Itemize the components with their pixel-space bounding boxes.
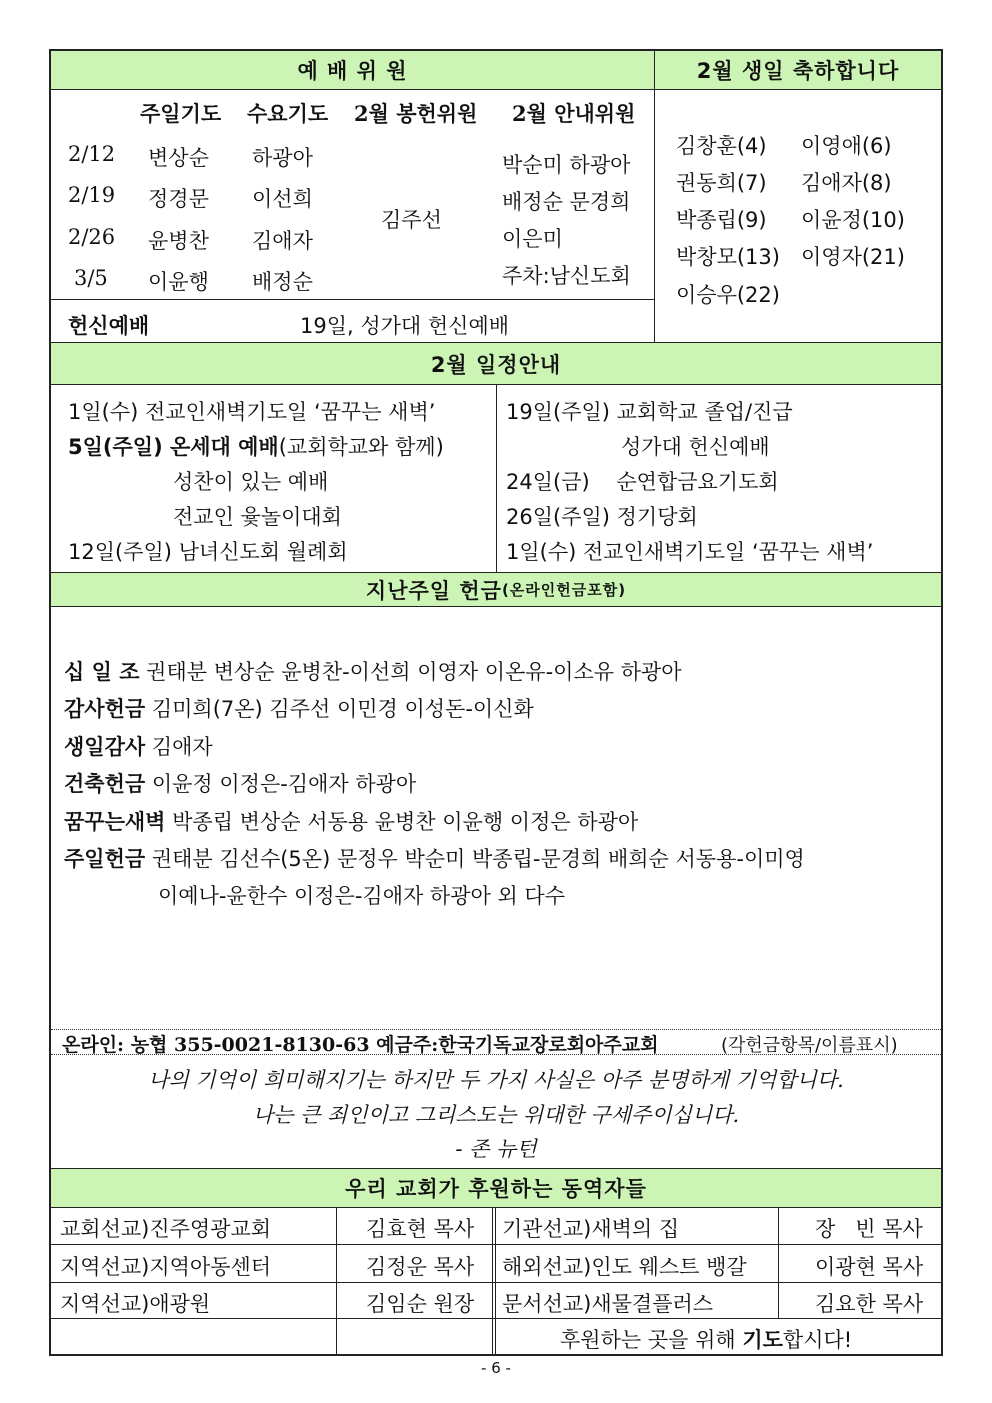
schedule-item: 전교인 윷놀이대회: [173, 505, 342, 529]
online-note: (각헌금항목/이름표시): [721, 1035, 898, 1056]
schedule-item: 19일(주일) 교회학교 졸업/진급: [506, 400, 793, 424]
worship-date: 2/12: [68, 142, 116, 166]
closing-prayer: 후원하는 곳을 위해 기도합시다!: [560, 1328, 853, 1352]
offering-line: 꿈꾸는새벽 박종립 변상순 서동용 윤병찬 이윤행 이정은 하광아: [64, 810, 639, 834]
supporter-mission: 문서선교)새물결플러스: [502, 1292, 714, 1316]
usher-line: 주차:남신도회: [502, 264, 631, 288]
schedule-item: 성찬이 있는 예배: [173, 470, 329, 494]
offering-line: 생일감사 김애자: [64, 735, 213, 759]
page-number: - 6 -: [481, 1359, 511, 1377]
sunday-prayer-name: 이윤행: [148, 270, 209, 294]
birthday-name: 이영자(21): [801, 245, 905, 269]
usher-line: 이은미: [502, 227, 563, 251]
supporter-person: 김요한 목사: [815, 1292, 924, 1316]
schedule-item: 성가대 헌신예배: [621, 435, 770, 459]
supporter-person: 이광현 목사: [815, 1255, 924, 1279]
schedule-header: 2월 일정안내: [430, 352, 562, 377]
offering-line: 감사헌금 김미희(7온) 김주선 이민경 이성돈-이신화: [64, 697, 534, 721]
wednesday-prayer-name: 배정순: [252, 270, 313, 294]
supporter-person: 김임순 원장: [366, 1292, 475, 1316]
supporter-mission: 지역선교)애광원: [60, 1292, 211, 1316]
usher-line: 배정순 문경희: [502, 190, 631, 214]
quote-line: 나의 기억이 희미해지기는 하지만 두 가지 사실은 아주 분명하게 기억합니다.: [148, 1068, 844, 1092]
worship-date: 2/26: [68, 225, 116, 249]
usher-line: 박순미 하광아: [502, 153, 631, 177]
wednesday-prayer-name: 김애자: [252, 229, 313, 253]
supporter-person: 김정운 목사: [366, 1255, 475, 1279]
supporter-mission: 지역선교)지역아동센터: [60, 1255, 272, 1279]
birthday-header: 2월 생일 축하합니다: [696, 59, 900, 83]
schedule-item: 1일(수) 전교인새벽기도일 ‘꿈꾸는 새벽’: [68, 400, 436, 424]
wednesday-prayer-name: 하광아: [252, 146, 313, 170]
col-sunday-prayer: 주일기도: [140, 101, 222, 126]
supporter-mission: 기관선교)새벽의 집: [502, 1217, 680, 1241]
supporter-mission: 해외선교)인도 웨스트 뱅갈: [502, 1255, 747, 1279]
birthday-name: 김애자(8): [801, 171, 892, 195]
birthday-name: 김창훈(4): [676, 134, 767, 158]
col-ushers: 2월 안내위원: [512, 101, 636, 126]
supporter-person: 장 빈 목사: [815, 1217, 923, 1241]
offering-line: 건축헌금 이윤정 이정은-김애자 하광아: [64, 772, 417, 796]
supporters-header: 우리 교회가 후원하는 동역자들: [345, 1177, 647, 1201]
supporter-mission: 교회선교)진주영광교회: [60, 1217, 272, 1241]
birthday-name: 이승우(22): [676, 283, 780, 307]
worship-date: 3/5: [74, 266, 108, 290]
offering-line: 주일헌금 권태분 김선수(5온) 문정우 박순미 박종립-문경희 배희순 서동용-이미영: [64, 847, 805, 871]
worship-header: 예 배 위 원: [297, 59, 408, 83]
col-offering-committee: 2월 봉헌위원: [354, 101, 478, 126]
schedule-item: 1일(수) 전교인새벽기도일 ‘꿈꾸는 새벽’: [506, 540, 874, 564]
sunday-prayer-name: 변상순: [148, 146, 209, 170]
birthday-name: 박종립(9): [676, 208, 767, 232]
schedule-item: 24일(금) 순연합금요기도회: [506, 470, 779, 494]
schedule-item: 5일(주일) 온세대 예배(교회학교와 함께): [68, 435, 444, 459]
supporter-person: 김효현 목사: [366, 1217, 475, 1241]
dedication-text: 19일, 성가대 헌신예배: [300, 314, 510, 338]
birthday-name: 박창모(13): [676, 245, 780, 269]
sunday-prayer-name: 정경문: [148, 187, 209, 211]
quote-line: 나는 큰 죄인이고 그리스도는 위대한 구세주이십니다.: [252, 1103, 740, 1127]
col-wednesday-prayer: 수요기도: [247, 101, 329, 126]
dedication-label: 헌신예배: [68, 314, 150, 338]
birthday-name: 이영애(6): [801, 134, 892, 158]
schedule-item: 12일(주일) 남녀신도회 월례회: [68, 540, 348, 564]
worship-date: 2/19: [68, 183, 116, 207]
sunday-prayer-name: 윤병찬: [148, 229, 209, 253]
birthday-name: 이윤정(10): [801, 208, 905, 232]
offering-continuation: 이예나-윤한수 이정은-김애자 하광아 외 다수: [158, 884, 566, 908]
offering-line: 십 일 조 권태분 변상순 윤병찬-이선희 이영자 이온유-이소유 하광아: [64, 660, 682, 684]
offering-member: 김주선: [381, 208, 442, 232]
wednesday-prayer-name: 이선희: [252, 187, 313, 211]
online-account: 온라인: 농협 355-0021-8130-63 예금주:한국기독교장로회아주교회: [62, 1034, 659, 1056]
quote-author: - 존 뉴턴: [455, 1137, 537, 1161]
offering-header: 지난주일 헌금 (온라인헌금포함): [365, 578, 627, 603]
birthday-name: 권동희(7): [676, 171, 767, 195]
schedule-item: 26일(주일) 정기당회: [506, 505, 698, 529]
